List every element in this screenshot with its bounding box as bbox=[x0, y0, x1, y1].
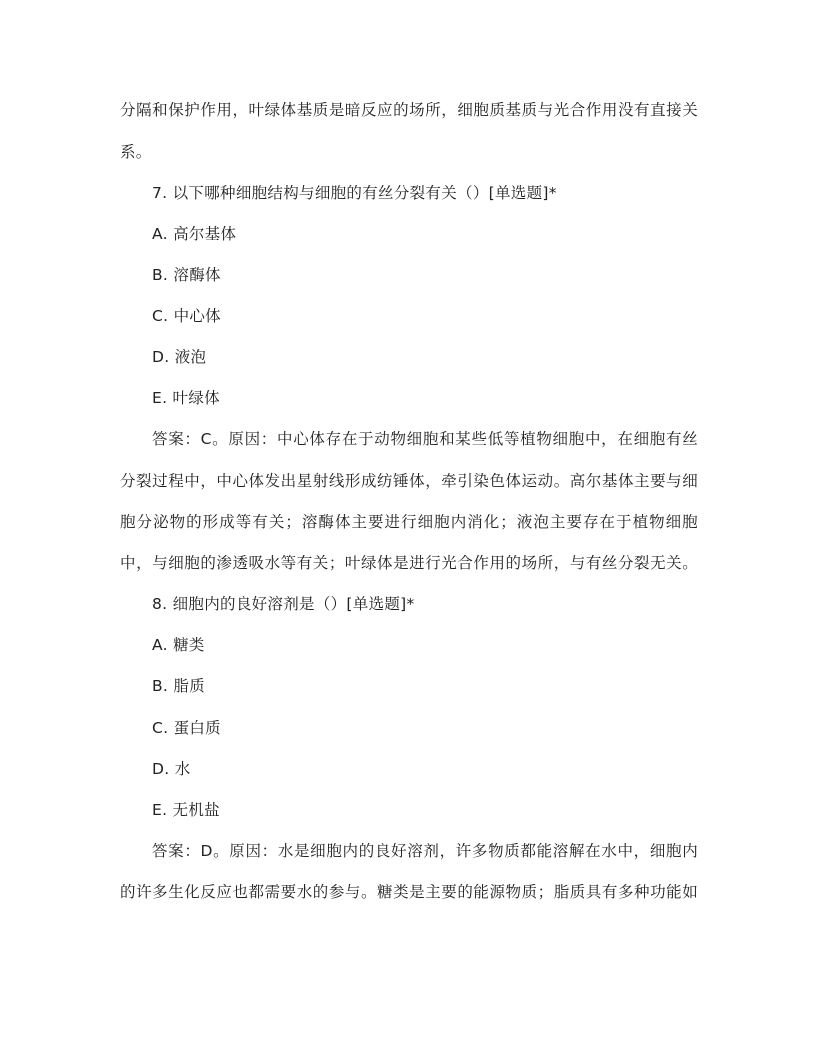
question-8-stem: 8. 细胞内的良好溶剂是（）[单选题]* bbox=[152, 595, 415, 613]
question-7-option-c: C. 中心体 bbox=[152, 307, 221, 325]
question-7-option-a: A. 高尔基体 bbox=[152, 225, 237, 243]
question-8-option-d: D. 水 bbox=[152, 760, 191, 778]
question-7-option-e: E. 叶绿体 bbox=[152, 389, 220, 407]
question-8-answer-line-1: 答案：D。原因：水是细胞内的良好溶剂，许多物质都能溶解在水中，细胞内 bbox=[152, 842, 698, 860]
question-7-option-b: B. 溶酶体 bbox=[152, 266, 221, 284]
question-7-answer-line-1: 答案：C。原因：中心体存在于动物细胞和某些低等植物细胞中，在细胞有丝 bbox=[152, 430, 698, 448]
q6-explanation-line-1: 分隔和保护作用，叶绿体基质是暗反应的场所，细胞质基质与光合作用没有直接关 bbox=[120, 101, 698, 119]
question-7-answer-line-2: 分裂过程中，中心体发出星射线形成纺锤体，牵引染色体运动。高尔基体主要与细 bbox=[120, 472, 698, 490]
q6-explanation-line-2: 系。 bbox=[120, 143, 152, 161]
question-8-option-c: C. 蛋白质 bbox=[152, 719, 221, 737]
question-8-option-e: E. 无机盐 bbox=[152, 801, 220, 819]
question-8-option-b: B. 脂质 bbox=[152, 677, 205, 695]
question-7-option-d: D. 液泡 bbox=[152, 348, 207, 366]
question-8-option-a: A. 糖类 bbox=[152, 636, 205, 654]
question-8-answer-line-2: 的许多生化反应也都需要水的参与。糖类是主要的能源物质；脂质具有多种功能如 bbox=[120, 883, 698, 901]
question-7-answer-line-3: 胞分泌物的形成等有关；溶酶体主要进行细胞内消化；液泡主要存在于植物细胞 bbox=[120, 513, 698, 531]
question-7-answer-line-4: 中，与细胞的渗透吸水等有关；叶绿体是进行光合作用的场所，与有丝分裂无关。 bbox=[120, 554, 698, 572]
question-7-stem: 7. 以下哪种细胞结构与细胞的有丝分裂有关（）[单选题]* bbox=[152, 184, 557, 202]
